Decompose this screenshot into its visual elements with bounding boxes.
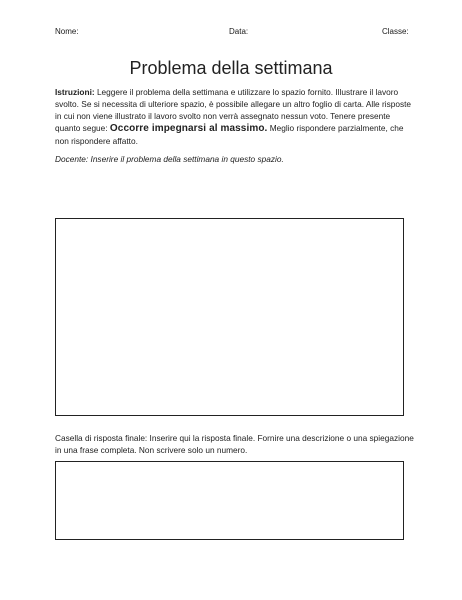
instructions-tail: Meglio rispondere parzialmente, che non rispondere affatto. <box>55 123 404 146</box>
teacher-note: Docente: Inserire il problema della settimana in questo spazio. <box>55 154 284 164</box>
class-field-label: Classe: <box>382 27 409 36</box>
final-answer-instructions: Casella di risposta finale: Inserire qui la risposta finale. Fornire una descrizione o una spiegazione in una frase completa. Non scrivere solo un numero. <box>55 433 414 455</box>
instructions-lead: Istruzioni: <box>55 87 95 97</box>
instructions-body: Leggere il problema della settimana e utilizzare lo spazio fornito. Illustrare il lavoro svolto. Se si necessita di ulteriore spazio, è possibile allegare un altro foglio di carta. Alle risposte in cui non viene illustrato il lavoro svolto non verrà assegnato nessun voto. Tenere presente quanto segue: <box>55 87 412 133</box>
name-field-label: Nome: <box>55 27 79 36</box>
final-answer-box[interactable] <box>55 461 404 540</box>
date-field-label: Data: <box>229 27 249 36</box>
instructions-emphasis: Occorre impegnarsi al massimo. <box>109 123 268 134</box>
instructions-paragraph <box>55 86 415 147</box>
work-area-box[interactable] <box>55 218 404 416</box>
page-title: Problema della settimana <box>129 58 333 78</box>
